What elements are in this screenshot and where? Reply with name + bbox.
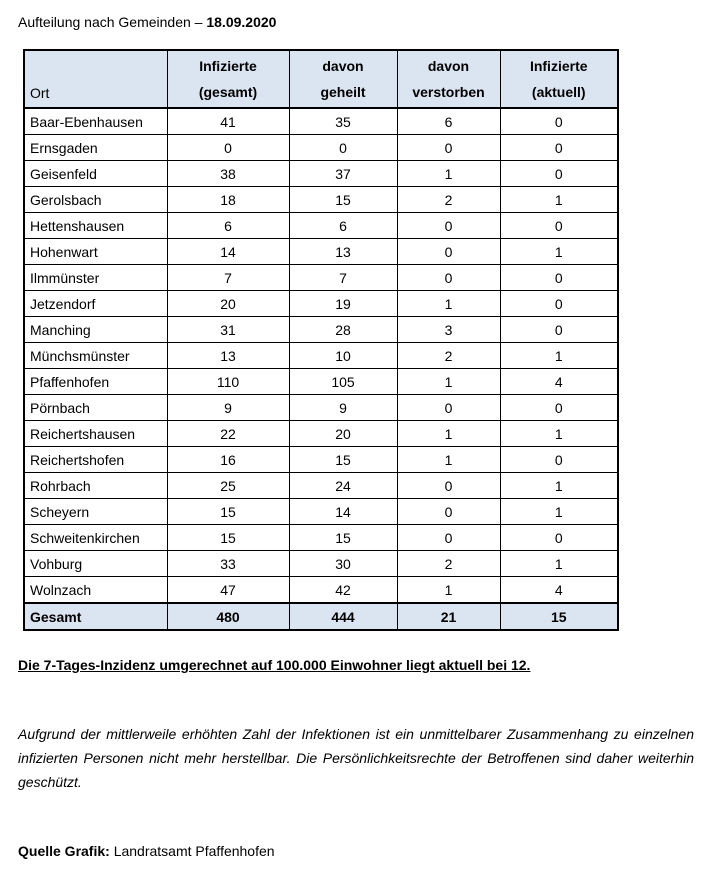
cell-ort: Vohburg <box>24 551 167 577</box>
table-row <box>24 291 618 317</box>
header-line: Infizierte <box>529 58 588 74</box>
cell-value: 1 <box>397 369 500 395</box>
cell-value: 15 <box>167 525 289 551</box>
cell-value: 105 <box>289 369 397 395</box>
cell-value: 0 <box>167 135 289 161</box>
header-line: geheilt <box>320 84 366 100</box>
cell-ort: Manching <box>24 317 167 343</box>
cell-ort: Gesamt <box>24 603 167 630</box>
cell-value: 0 <box>500 108 618 135</box>
cell-value: 0 <box>397 473 500 499</box>
cell-value: 1 <box>500 473 618 499</box>
cell-ort: Reichertshausen <box>24 421 167 447</box>
cell-value: 4 <box>500 369 618 395</box>
table-row <box>24 317 618 343</box>
cell-value: 47 <box>167 577 289 604</box>
cell-value: 15 <box>289 187 397 213</box>
cell-ort: Baar-Ebenhausen <box>24 108 167 135</box>
cell-value: 1 <box>397 577 500 604</box>
infections-table <box>23 49 619 631</box>
source-line <box>18 843 275 859</box>
cell-value: 20 <box>167 291 289 317</box>
cell-ort: Scheyern <box>24 499 167 525</box>
cell-value: 0 <box>397 213 500 239</box>
cell-value: 13 <box>289 239 397 265</box>
cell-value: 16 <box>167 447 289 473</box>
cell-value: 15 <box>289 525 397 551</box>
cell-ort: Geisenfeld <box>24 161 167 187</box>
cell-value: 15 <box>289 447 397 473</box>
table-header-row <box>24 50 618 108</box>
source-text: Landratsamt Pfaffenhofen <box>109 843 275 859</box>
table-row <box>24 265 618 291</box>
cell-value: 0 <box>397 135 500 161</box>
header-col-3 <box>397 50 500 108</box>
cell-value: 1 <box>397 291 500 317</box>
table-row <box>24 499 618 525</box>
cell-value: 0 <box>500 135 618 161</box>
cell-value: 6 <box>289 213 397 239</box>
header-line: Ort <box>30 85 50 101</box>
table-row <box>24 421 618 447</box>
page-heading <box>18 14 276 30</box>
cell-value: 19 <box>289 291 397 317</box>
cell-value: 1 <box>397 161 500 187</box>
privacy-note: Aufgrund der mittlerweile erhöhten Zahl der Infektionen ist ein unmittelbarer Zusammenhang zu einzelnen infizierten Personen nicht mehr herstellbar. Die Persönlichkeitsrechte der Betroffenen sind daher weiterhin geschützt. <box>18 726 694 790</box>
cell-value: 6 <box>167 213 289 239</box>
cell-value: 31 <box>167 317 289 343</box>
cell-value: 9 <box>167 395 289 421</box>
cell-ort: Jetzendorf <box>24 291 167 317</box>
cell-value: 0 <box>500 525 618 551</box>
cell-value: 0 <box>500 395 618 421</box>
cell-value: 2 <box>397 551 500 577</box>
cell-ort: Ilmmünster <box>24 265 167 291</box>
cell-ort: Münchsmünster <box>24 343 167 369</box>
cell-value: 0 <box>500 447 618 473</box>
table-row <box>24 551 618 577</box>
cell-ort: Hohenwart <box>24 239 167 265</box>
cell-ort: Gerolsbach <box>24 187 167 213</box>
cell-value: 4 <box>500 577 618 604</box>
header-col-1 <box>167 50 289 108</box>
cell-value: 21 <box>397 603 500 630</box>
cell-ort: Ernsgaden <box>24 135 167 161</box>
cell-value: 14 <box>289 499 397 525</box>
table-row <box>24 161 618 187</box>
cell-value: 480 <box>167 603 289 630</box>
incidence-statement: Die 7-Tages-Inzidenz umgerechnet auf 100.000 Einwohner liegt aktuell bei 12. <box>18 657 531 673</box>
cell-ort: Hettenshausen <box>24 213 167 239</box>
table-header <box>24 50 618 108</box>
cell-value: 7 <box>167 265 289 291</box>
cell-value: 1 <box>397 421 500 447</box>
heading-text: Aufteilung nach Gemeinden – <box>18 14 207 30</box>
cell-value: 30 <box>289 551 397 577</box>
table-row <box>24 187 618 213</box>
table-row <box>24 369 618 395</box>
cell-value: 38 <box>167 161 289 187</box>
cell-value: 110 <box>167 369 289 395</box>
cell-value: 0 <box>500 161 618 187</box>
cell-value: 42 <box>289 577 397 604</box>
cell-value: 37 <box>289 161 397 187</box>
table-row <box>24 213 618 239</box>
cell-value: 20 <box>289 421 397 447</box>
cell-value: 0 <box>500 291 618 317</box>
cell-ort: Reichertshofen <box>24 447 167 473</box>
cell-ort: Wolnzach <box>24 577 167 604</box>
cell-value: 1 <box>500 551 618 577</box>
table-row <box>24 473 618 499</box>
cell-value: 0 <box>500 317 618 343</box>
cell-value: 1 <box>500 499 618 525</box>
cell-value: 15 <box>500 603 618 630</box>
header-col-2 <box>289 50 397 108</box>
table-row <box>24 135 618 161</box>
cell-value: 0 <box>397 395 500 421</box>
header-line: (gesamt) <box>198 84 258 100</box>
cell-ort: Pörnbach <box>24 395 167 421</box>
cell-ort: Pfaffenhofen <box>24 369 167 395</box>
cell-value: 28 <box>289 317 397 343</box>
table-row <box>24 343 618 369</box>
table-row <box>24 447 618 473</box>
cell-value: 14 <box>167 239 289 265</box>
cell-value: 1 <box>397 447 500 473</box>
table-row <box>24 525 618 551</box>
cell-value: 1 <box>500 343 618 369</box>
table-row <box>24 395 618 421</box>
cell-value: 10 <box>289 343 397 369</box>
cell-value: 13 <box>167 343 289 369</box>
cell-value: 0 <box>397 525 500 551</box>
cell-value: 35 <box>289 108 397 135</box>
header-ort <box>24 50 167 108</box>
header-line: davon <box>322 58 364 74</box>
cell-value: 0 <box>289 135 397 161</box>
table-row <box>24 239 618 265</box>
cell-value: 444 <box>289 603 397 630</box>
cell-value: 9 <box>289 395 397 421</box>
cell-ort: Schweitenkirchen <box>24 525 167 551</box>
header-line: verstorben <box>412 84 485 100</box>
header-col-4 <box>500 50 618 108</box>
cell-value: 0 <box>397 265 500 291</box>
cell-value: 33 <box>167 551 289 577</box>
total-row <box>24 603 618 630</box>
cell-value: 15 <box>167 499 289 525</box>
cell-value: 0 <box>500 213 618 239</box>
cell-value: 2 <box>397 187 500 213</box>
table-body <box>24 108 618 630</box>
table-row <box>24 577 618 604</box>
cell-value: 22 <box>167 421 289 447</box>
cell-value: 6 <box>397 108 500 135</box>
cell-value: 0 <box>397 239 500 265</box>
header-line: Infizierte <box>199 58 257 74</box>
cell-value: 7 <box>289 265 397 291</box>
table-row <box>24 108 618 135</box>
source-label: Quelle Grafik: <box>18 843 110 859</box>
header-line: davon <box>427 58 470 74</box>
cell-value: 3 <box>397 317 500 343</box>
cell-value: 1 <box>500 239 618 265</box>
cell-value: 25 <box>167 473 289 499</box>
cell-value: 2 <box>397 343 500 369</box>
header-line: (aktuell) <box>531 84 586 100</box>
cell-value: 0 <box>500 265 618 291</box>
cell-value: 18 <box>167 187 289 213</box>
cell-value: 1 <box>500 187 618 213</box>
cell-value: 1 <box>500 421 618 447</box>
heading-date: 18.09.2020 <box>206 14 277 30</box>
cell-ort: Rohrbach <box>24 473 167 499</box>
cell-value: 24 <box>289 473 397 499</box>
cell-value: 0 <box>397 499 500 525</box>
cell-value: 41 <box>167 108 289 135</box>
